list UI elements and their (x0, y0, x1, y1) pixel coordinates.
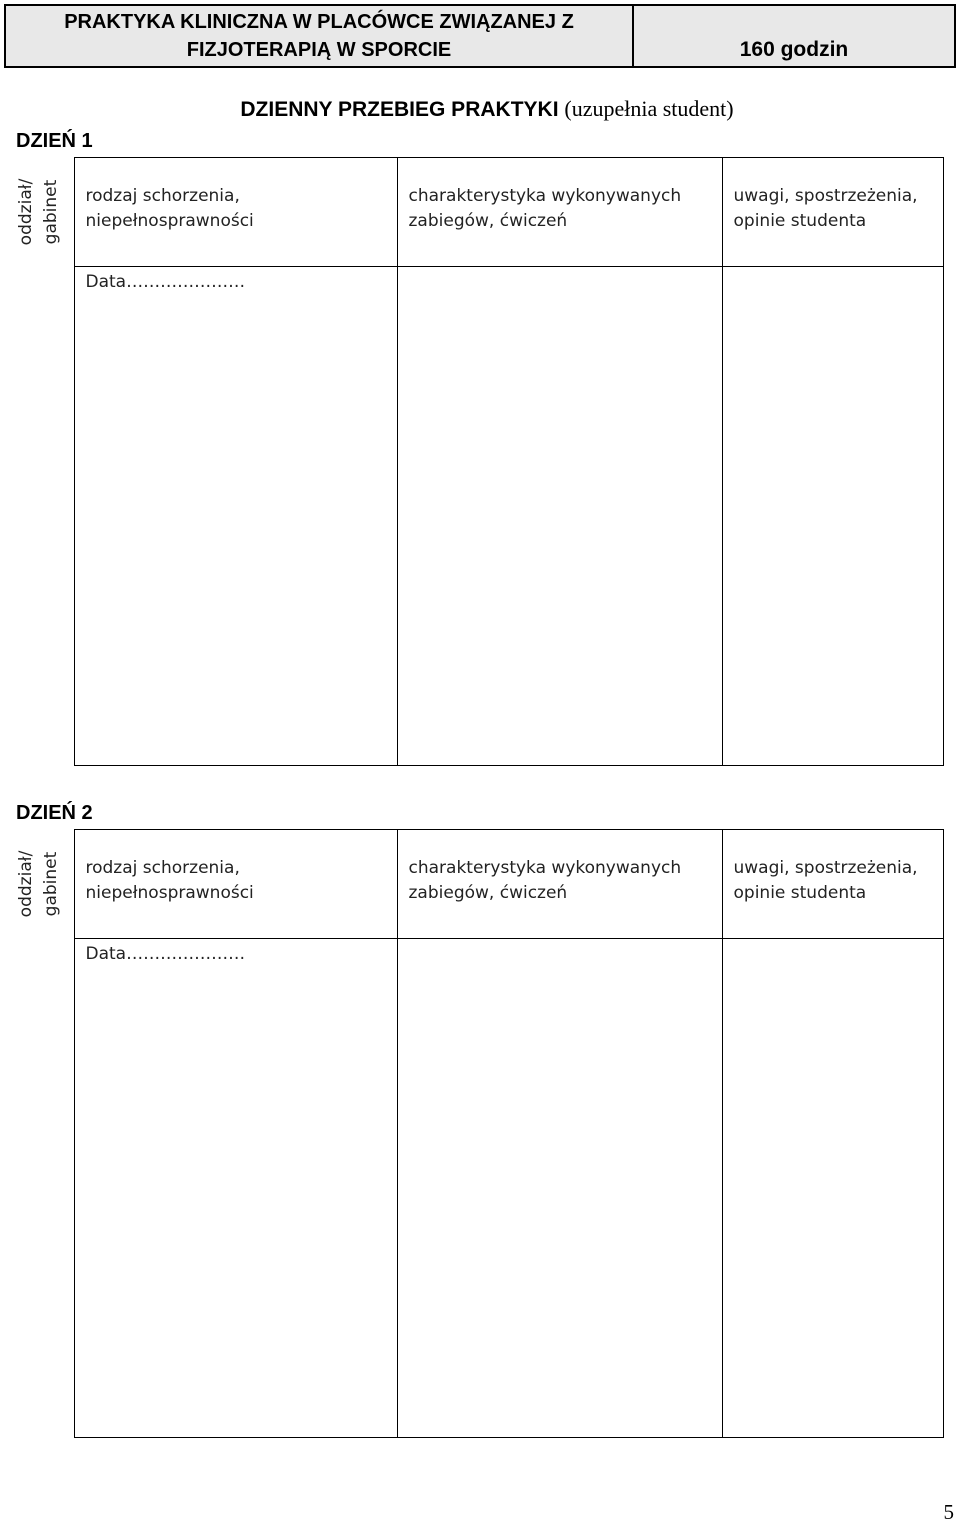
page-number: 5 (943, 1500, 954, 1524)
subtitle-bold: DZIENNY PRZEBIEG PRAKTYKI (240, 98, 559, 121)
header-title-line2: FIZJOTERAPIĄ W SPORCIE (186, 39, 452, 61)
day-1-notes-header: uwagi, spostrzeżenia, opinie studenta (722, 158, 943, 267)
day-2-condition-header: rodzaj schorzenia, niepełnosprawności (74, 830, 397, 939)
day-1-condition-header: rodzaj schorzenia, niepełnosprawności (74, 158, 397, 267)
department-label: oddział/ gabinet (15, 178, 61, 245)
day-2-notes-cell[interactable] (722, 939, 943, 1438)
day-1-entry-row (4, 267, 943, 766)
day-1-notes-cell[interactable] (722, 267, 943, 766)
day-1-label: DZIEŃ 1 (16, 130, 93, 152)
day-2-header-row (4, 830, 943, 939)
department-label: oddział/ gabinet (15, 850, 61, 917)
header-title (6, 6, 634, 66)
day-2-label: DZIEŃ 2 (16, 802, 93, 824)
day-2-date-field: Data………………… (85, 944, 246, 964)
day-2-department-header (4, 830, 74, 939)
day-1-header-row (4, 158, 943, 267)
day-2-treatment-cell[interactable] (397, 939, 722, 1438)
section-subtitle (0, 96, 960, 122)
day-2-entry-row (4, 939, 943, 1438)
subtitle-note: (uzupełnia student) (564, 96, 734, 121)
day-2-treatment-header: charakterystyka wykonywanych zabiegów, ćwiczeń (397, 830, 722, 939)
day-2-notes-header: uwagi, spostrzeżenia, opinie studenta (722, 830, 943, 939)
header-title-line1: PRAKTYKA KLINICZNA W PLACÓWCE ZWIĄZANEJ Z (64, 11, 574, 33)
day-1-date-field: Data………………… (85, 272, 246, 292)
day-1-treatment-header: charakterystyka wykonywanych zabiegów, ćwiczeń (397, 158, 722, 267)
day-2-department-cell[interactable] (4, 939, 74, 1438)
day-1-department-header (4, 158, 74, 267)
day-1-log-table (4, 157, 944, 766)
day-2-condition-cell[interactable] (74, 939, 397, 1438)
header-hours: 160 godzin (739, 38, 849, 61)
day-1-department-cell[interactable] (4, 267, 74, 766)
document-header (4, 4, 956, 68)
day-2-log-table (4, 829, 944, 1438)
day-1-treatment-cell[interactable] (397, 267, 722, 766)
day-1-condition-cell[interactable] (74, 267, 397, 766)
